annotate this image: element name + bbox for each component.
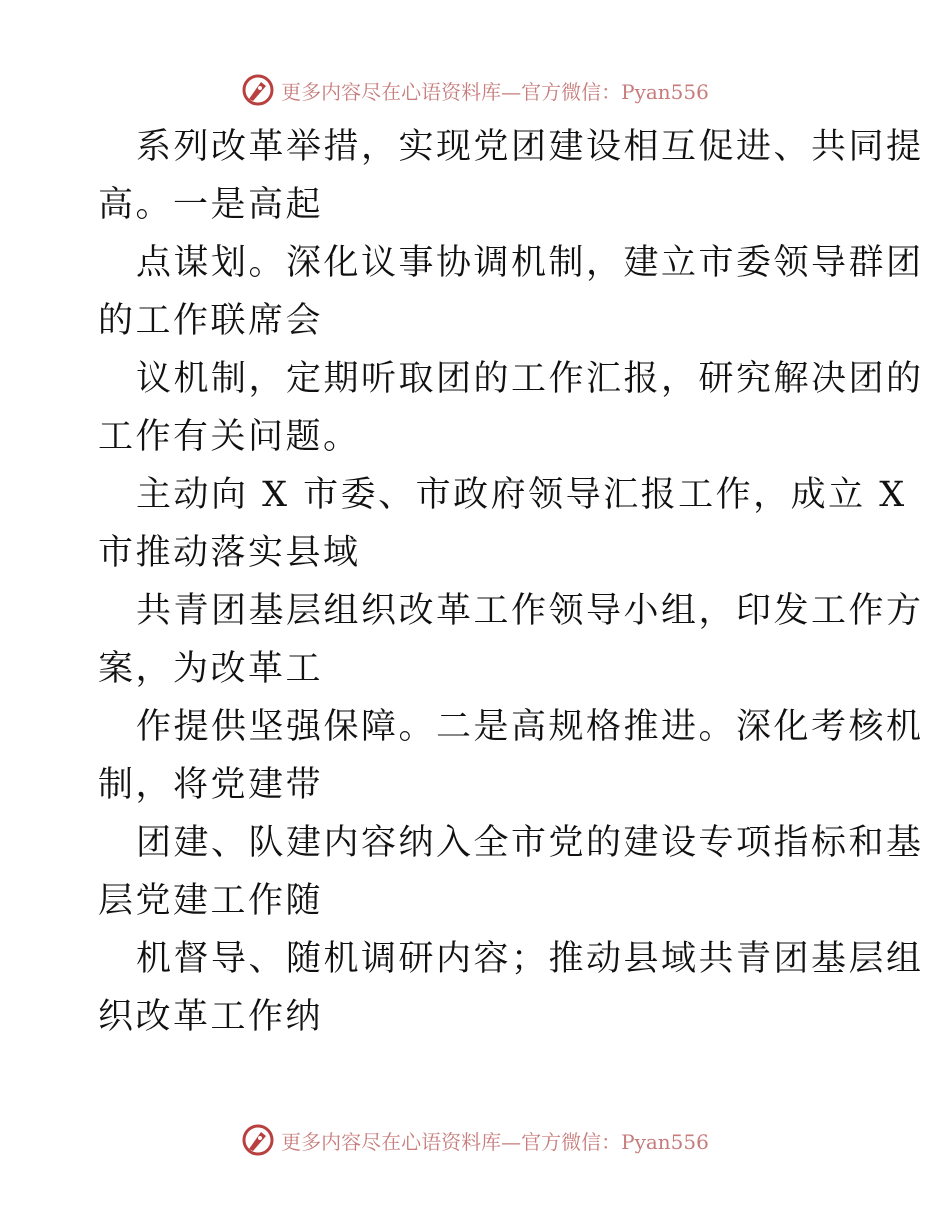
- text-line: 机督导、随机调研内容；推动县域共青团基层组: [136, 939, 924, 979]
- text-line: 点谋划。深化议事协调机制，建立市委领导群团: [136, 243, 924, 283]
- document-body: [98, 118, 924, 1046]
- text-line: 团建、队建内容纳入全市党的建设专项指标和基: [136, 823, 924, 863]
- text-line: 议机制，定期听取团的工作汇报，研究解决团的: [136, 359, 924, 399]
- text-line: 作提供坚强保障。二是高规格推进。深化考核机: [136, 707, 924, 747]
- watermark-text: 更多内容尽在心语资料库—官方微信：Pyan556: [281, 1129, 709, 1154]
- text-line: 主动向 X 市委、市政府领导汇报工作，成立 X: [136, 475, 907, 515]
- text-line: 织改革工作纳: [98, 997, 324, 1037]
- watermark-text: 更多内容尽在心语资料库—官方微信：Pyan556: [281, 79, 709, 104]
- text-line: 系列改革举措，实现党团建设相互促进、共同提: [136, 127, 924, 167]
- footer-watermark: [0, 1120, 950, 1160]
- text-line: 高。一是高起: [98, 185, 324, 225]
- text-line: 层党建工作随: [98, 881, 324, 921]
- text-line: 的工作联席会: [98, 301, 324, 341]
- pen-nib-circle-icon: [241, 73, 275, 107]
- text-line: 案，为改革工: [98, 649, 324, 689]
- text-line: 工作有关问题。: [98, 417, 361, 457]
- pen-nib-circle-icon: [241, 1123, 275, 1157]
- text-line: 制，将党建带: [98, 765, 324, 805]
- text-line: 市推动落实县域: [98, 533, 361, 573]
- text-lines: [98, 118, 924, 1046]
- header-watermark: [0, 70, 950, 110]
- text-line: 共青团基层组织改革工作领导小组，印发工作方: [136, 591, 924, 631]
